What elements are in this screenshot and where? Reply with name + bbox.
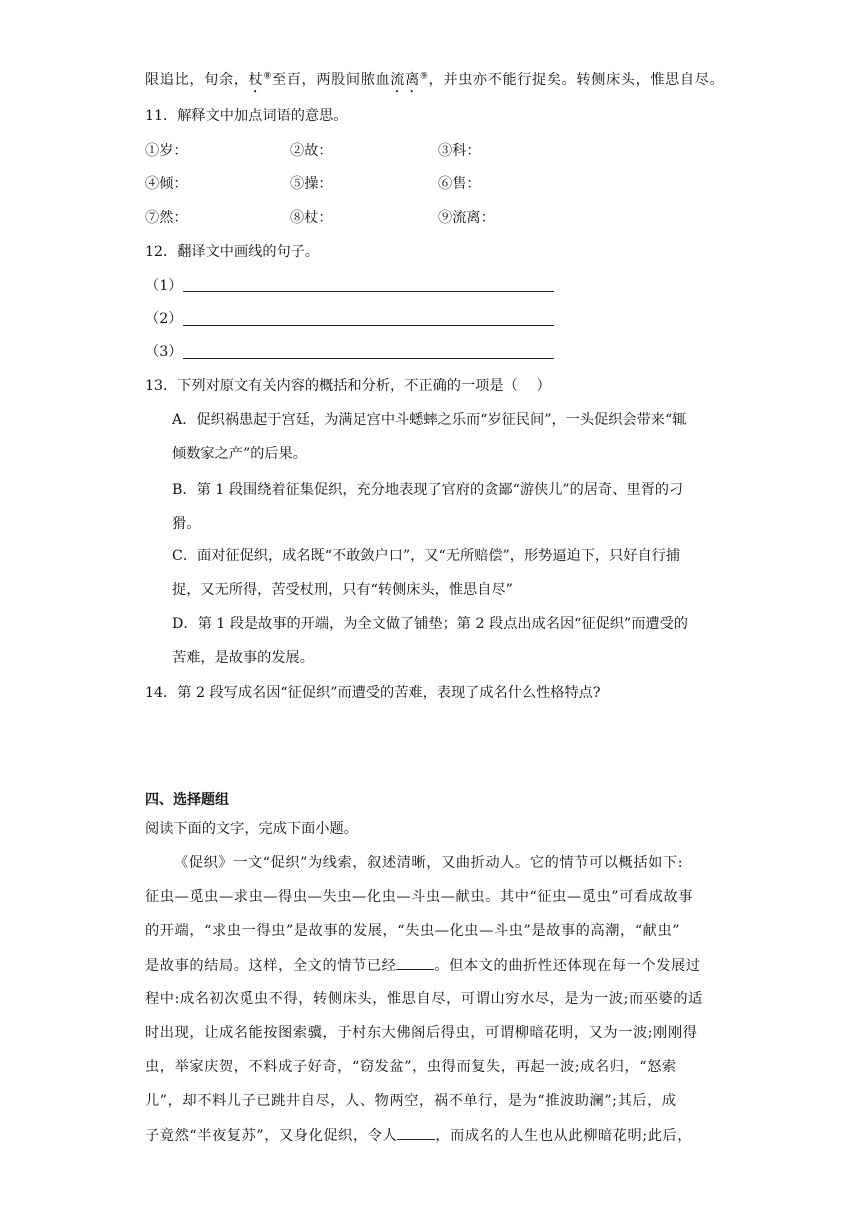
passage-text: ，并虫亦不能行捉矣。转侧床头，惟思自尽。: [428, 72, 725, 88]
q12-item-label: （2）: [145, 311, 183, 327]
option-d-line1: D．第 1 段是故事的开端，为全文做了铺垫；第 2 段点出成名因“征促织”而遭受的: [172, 616, 688, 632]
passage-text: 至百，两股间脓血: [271, 72, 391, 88]
answer-line[interactable]: [183, 358, 554, 359]
q12-item-label: （3）: [145, 344, 183, 360]
dotted-word-liuli: 流离: [390, 72, 420, 88]
reading-line: 虫，举家庆贺，不料成子好奇，“窃发盆”，虫得而复失，再起一波;成名归，“怒索: [145, 1059, 677, 1075]
dotted-word-zhang: 杖: [248, 72, 264, 88]
section-intro: 阅读下面的文字，完成下面小题。: [145, 821, 358, 837]
passage-tail-line: [145, 70, 724, 96]
reading-line: [145, 955, 701, 976]
option-a-line1: A．促织祸患起于宫廷，为满足宫中斗蟋蟀之乐而“岁征民间”，一头促织会带来“辄: [172, 412, 687, 428]
option-c-line2: 捉，又无所得，苦受杖刑，只有“转侧床头，惟思自尽”: [172, 582, 513, 598]
section-title: 四、选择题组: [145, 792, 229, 808]
reading-line: 的开端，“求虫一得虫”是故事的发展，“失虫—化虫—斗虫”是故事的高潮，“献虫”: [145, 923, 681, 939]
option-b-line1: B．第 1 段围绕着征集促织，充分地表现了官府的贪鄙“游侠儿”的居奇、里胥的刁: [172, 482, 684, 498]
answer-line[interactable]: [183, 325, 554, 326]
q11-item: ③科：: [438, 143, 481, 159]
fill-in-blank[interactable]: [396, 955, 434, 970]
reading-line: 儿”，却不料儿子已跳井自尽，人、物两空，祸不单行，是为“推波助澜”;其后，成: [145, 1093, 677, 1109]
q11-item: ④倾：: [145, 176, 188, 192]
reading-line: [145, 1125, 692, 1146]
option-a-line2: 倾数家之产”的后果。: [172, 446, 307, 462]
reading-line: 时出现，让成名能按图索骥，于村东大佛阁后得虫，可谓柳暗花明，又为一波;刚刚得: [145, 1025, 698, 1041]
option-d-line2: 苦难，是故事的发展。: [172, 650, 314, 666]
q11-item: ⑨流离：: [438, 210, 495, 226]
question-13-stem: 13．下列对原文有关内容的概括和分析，不正确的一项是（ ）: [145, 378, 551, 394]
q11-item: ⑧杖：: [290, 210, 333, 226]
reading-text: 是故事的结局。这样，全文的情节已经: [145, 958, 397, 974]
reading-line: 《促织》一文“促织”为线索，叙述清晰，又曲折动人。它的情节可以概括如下:: [174, 855, 684, 871]
reading-line: 程中:成名初次觅虫不得，转侧床头，惟思自尽，可谓山穷水尽，是为一波;而巫婆的适: [145, 991, 703, 1007]
q11-item: ⑤操：: [290, 176, 333, 192]
reading-text: ，而成名的人生也从此柳暗花明;此后，: [435, 1128, 693, 1144]
q12-item-label: （1）: [145, 278, 183, 294]
question-12-stem: 12．翻译文中画线的句子。: [145, 244, 320, 260]
q11-item: ⑦然：: [145, 210, 188, 226]
question-11-stem: 11．解释文中加点词语的意思。: [145, 108, 348, 124]
option-c-line1: C．面对征促织，成名既“不敢敛户口”，又“无所赔偿”，形势逼迫下，只好自行捕: [172, 548, 681, 564]
footnote-mark-9: ⑨: [419, 71, 429, 82]
answer-line[interactable]: [183, 291, 554, 292]
fill-in-blank[interactable]: [397, 1125, 435, 1140]
reading-line: 征虫—觅虫—求虫—得虫—失虫—化虫—斗虫—献虫。其中“征虫—觅虫”可看成故事: [145, 889, 694, 905]
question-14-stem: 14．第 2 段写成名因“征促织”而遭受的苦难，表现了成名什么性格特点?: [145, 685, 601, 701]
reading-text: 子竟然“半夜复苏”，又身化促织，令人: [145, 1128, 398, 1144]
q11-item: ⑥售：: [438, 176, 481, 192]
option-b-line2: 猾。: [172, 516, 201, 532]
passage-text: 限追比，旬余，: [145, 72, 249, 88]
reading-text: 。但本文的曲折性还体现在每一个发展过: [434, 958, 701, 974]
footnote-mark-8: ⑧: [263, 71, 272, 82]
q11-item: ①岁：: [145, 143, 188, 159]
q11-item: ②故：: [290, 143, 333, 159]
